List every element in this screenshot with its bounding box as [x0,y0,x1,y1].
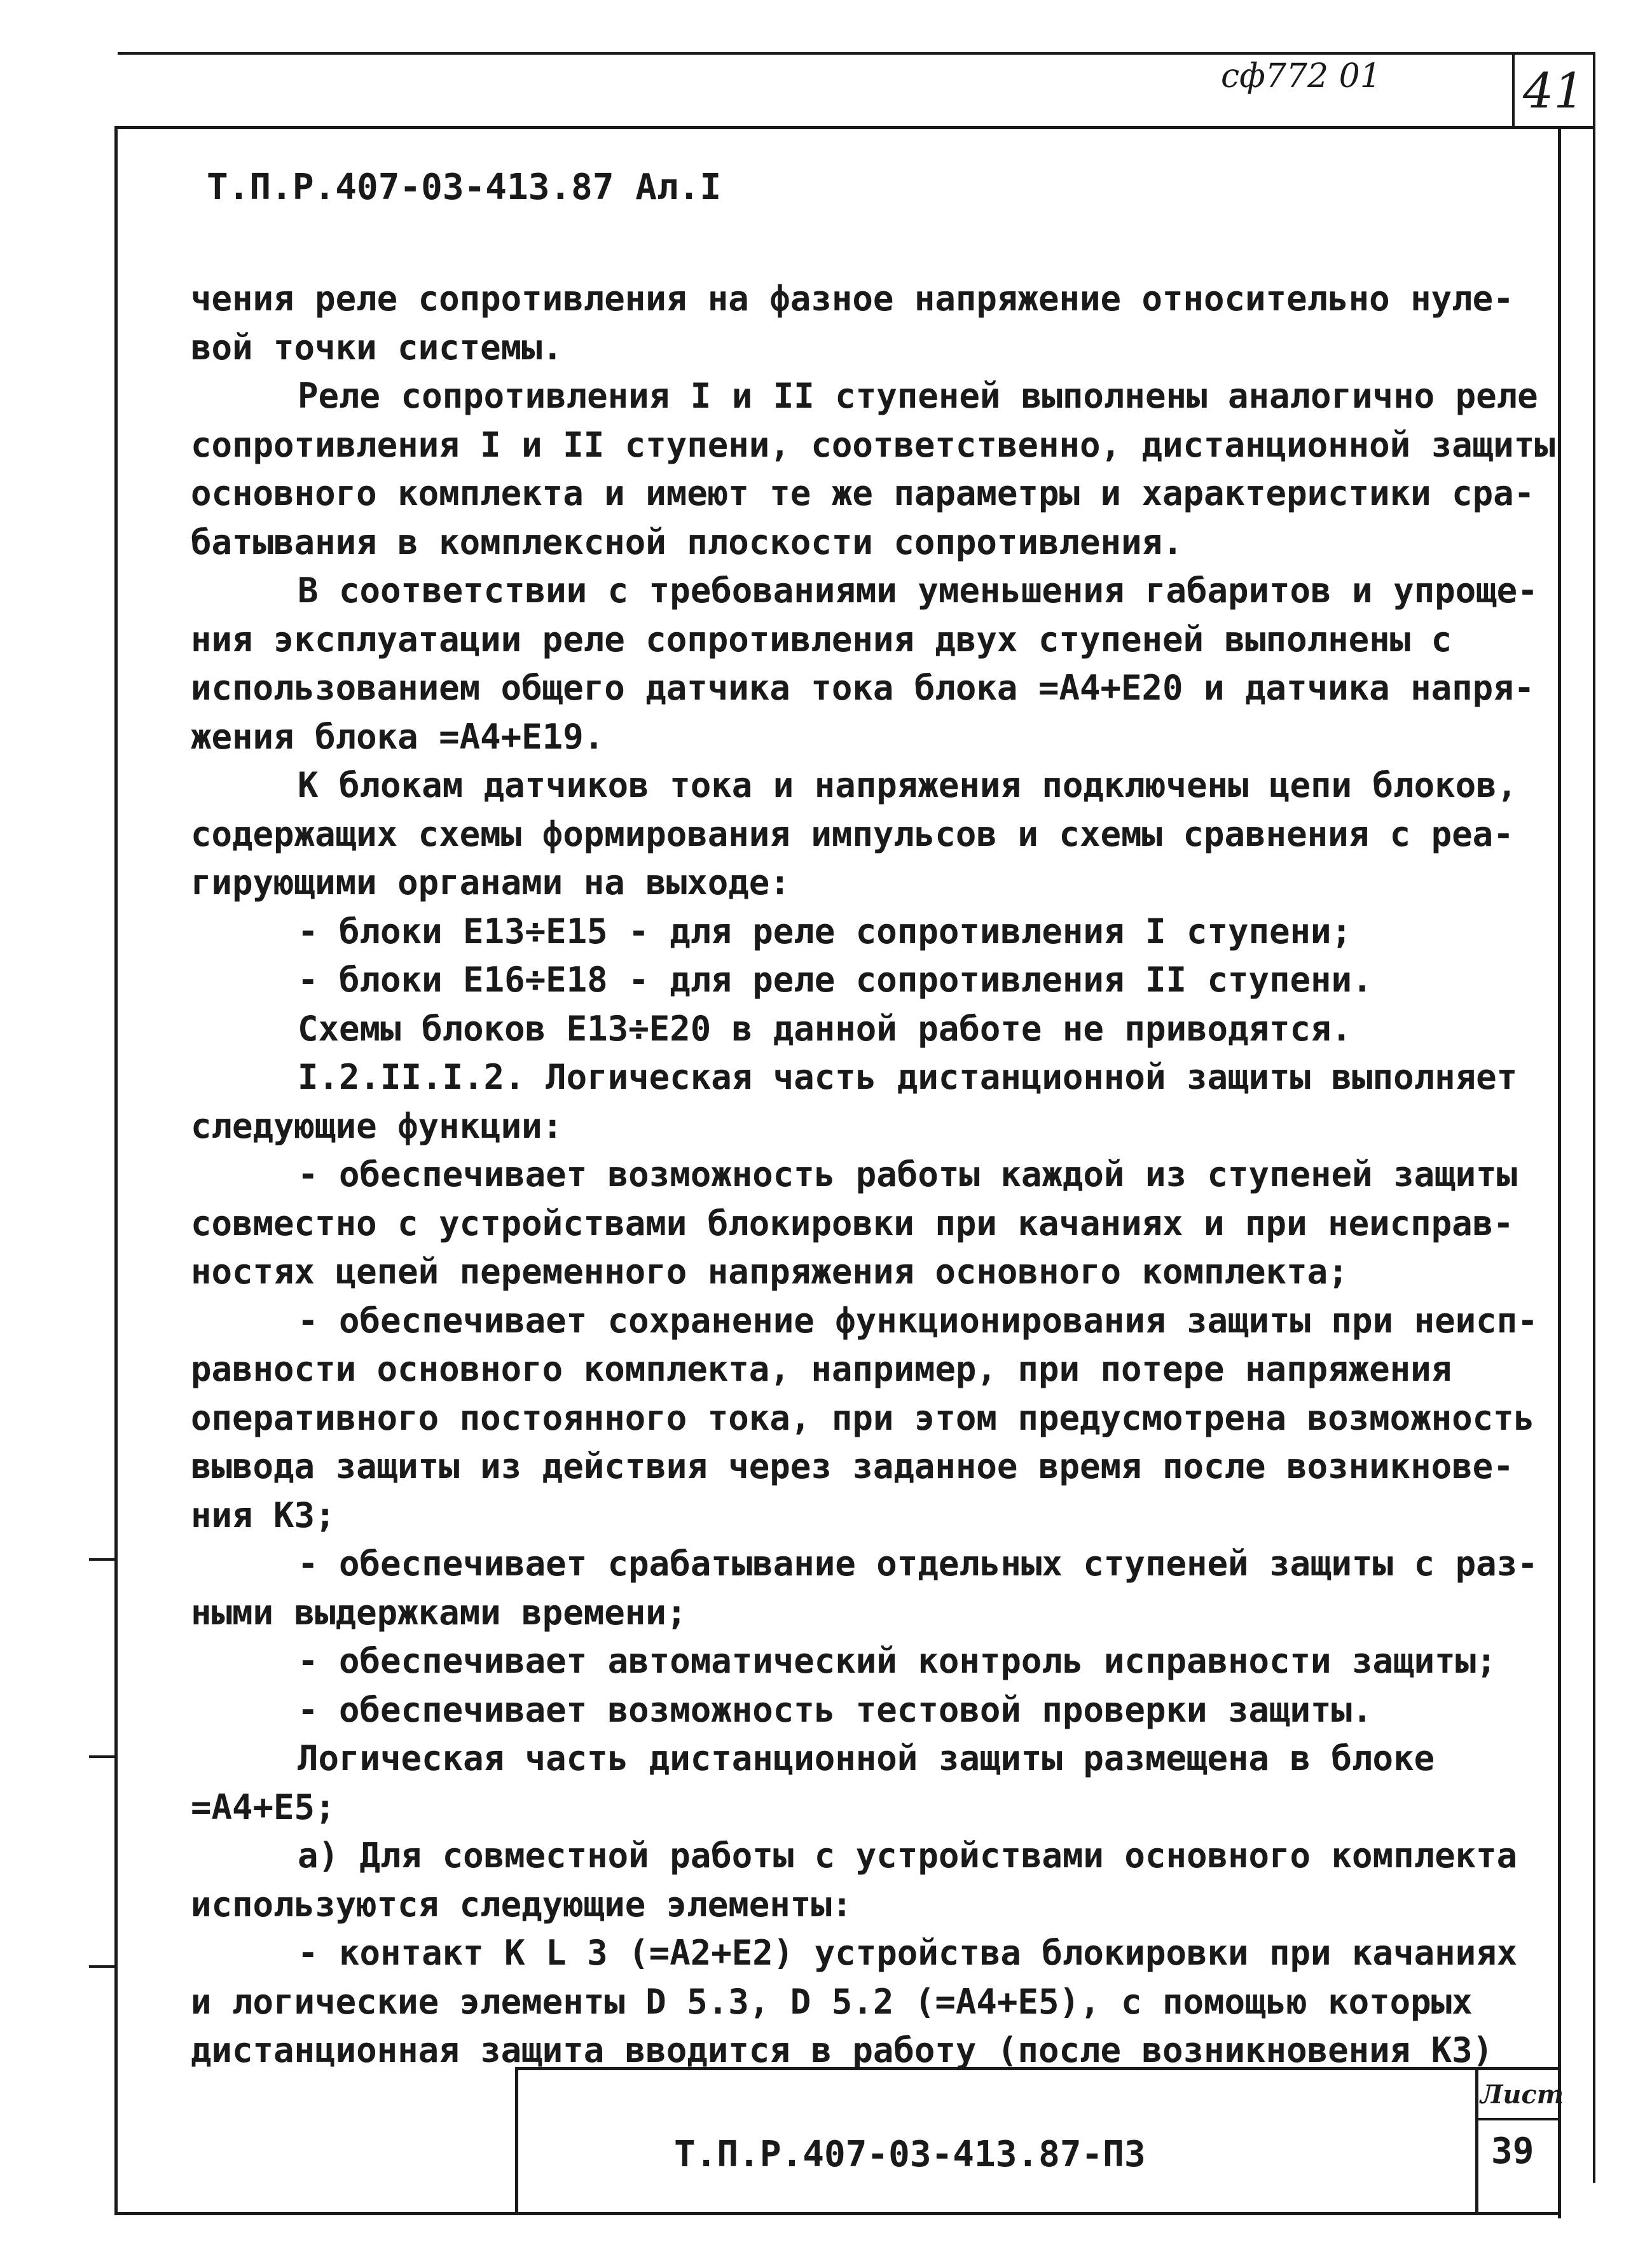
text-line: В соответствии с требованиями уменьшения габаритов и упроще- [298,570,1538,611]
text-line: Схемы блоков Е13÷Е20 в данной работе не приводятся. [298,1008,1353,1049]
text-line: - обеспечивает возможность тестовой проверки защиты. [298,1689,1373,1730]
text-line: Логическая часть дистанционной защиты размещена в блоке [298,1738,1435,1778]
text-line: =А4+Е5; [191,1787,336,1827]
footer-doc-code: Т.П.Р.407-03-413.87-ПЗ [674,2134,1146,2175]
text-line: используются следующие элементы: [191,1884,853,1925]
text-line: вывода защиты из действия через заданное время после возникнове- [191,1446,1514,1486]
text-line: ностях цепей переменного напряжения основного комплекта; [191,1252,1349,1292]
text-line: основного комплекта и имеют те же параметры и характеристики сра- [191,473,1535,513]
text-line: а) Для совместной работы с устройствами основного комплекта [298,1836,1518,1876]
archive-note: сф772 01 [1221,57,1381,95]
text-line: равности основного комплекта, например, при потере напряжения [191,1349,1452,1389]
text-line: - обеспечивает возможность работы каждой из ступеней защиты [298,1154,1518,1194]
text-line: использованием общего датчика тока блока =А4+Е20 и датчика напря- [191,668,1535,708]
text-line: и логические элементы D 5.3, D 5.2 (=А4+Е5), с помощью которых [191,1981,1473,2022]
text-line: Реле сопротивления I и II ступеней выполнены аналогично реле [298,376,1538,416]
text-line: батывания в комплексной плоскости сопротивления. [191,522,1183,562]
text-line: дистанционная защита вводится в работу (после возникновения КЗ) [191,2030,1494,2070]
text-line: вой точки системы. [191,327,563,368]
text-line: - обеспечивает срабатывание отдельных ступеней защиты с раз- [298,1544,1538,1584]
text-line: ными выдержками времени; [191,1592,687,1633]
text-line: I.2.II.I.2. Логическая часть дистанционной защиты выполняет [298,1057,1518,1097]
top-sheet-number: 41 [1523,62,1585,119]
text-line: ния КЗ; [191,1495,336,1535]
doc-reference: Т.П.Р.407-03-413.87 Ал.I [207,167,722,208]
footer-sheet-label: Лист [1480,2080,1564,2110]
text-line: ния эксплуатации реле сопротивления двух ступеней выполнены с [191,619,1452,660]
text-line: гирующими органами на выходе: [191,862,790,902]
text-line: - блоки Е13÷Е15 - для реле сопротивления I ступени; [298,911,1353,951]
text-line: К блокам датчиков тока и напряжения подключены цепи блоков, [298,765,1518,805]
text-line: - контакт К L 3 (=А2+Е2) устройства блокировки при качаниях [298,1933,1518,1973]
text-line: оперативного постоянного тока, при этом предусмотрена возможность [191,1397,1535,1438]
text-line: - блоки Е16÷Е18 - для реле сопротивления II ступени. [298,960,1373,1000]
text-line: совместно с устройствами блокировки при качаниях и при неисправ- [191,1203,1514,1243]
text-line: сопротивления I и II ступени, соответственно, дистанционной защиты [191,424,1555,465]
text-line: следующие функции: [191,1105,563,1146]
text-line: жения блока =А4+Е19. [191,716,605,757]
text-line: - обеспечивает сохранение функционирования защиты при неисп- [298,1300,1538,1341]
footer-sheet-number: 39 [1491,2131,1534,2172]
text-line: содержащих схемы формирования импульсов и схемы сравнения с реа- [191,813,1514,854]
text-line: чения реле сопротивления на фазное напряжение относительно нуле- [191,279,1514,319]
text-line: - обеспечивает автоматический контроль исправности защиты; [298,1641,1497,1681]
